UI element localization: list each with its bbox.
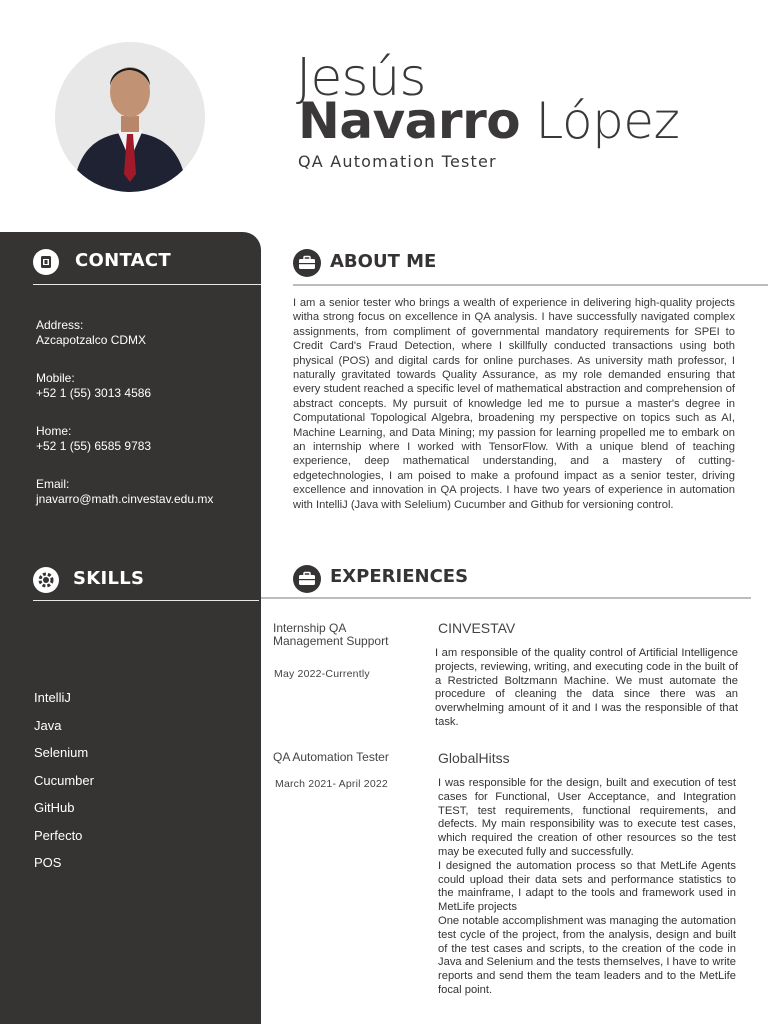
skills-list bbox=[34, 690, 94, 883]
contact-home bbox=[36, 424, 151, 454]
home-value: +52 1 (55) 6585 9783 bbox=[36, 439, 152, 453]
contact-address bbox=[36, 318, 146, 348]
address-label: Address: bbox=[36, 318, 84, 332]
first-name: Jesús bbox=[296, 48, 426, 108]
briefcase-icon bbox=[293, 565, 321, 593]
experience-paragraph: I designed the automation process so that MetLife Agents could upload their data sets and performance statistics to the mainframe, I adapt to the tools and framework used in MetLife projects bbox=[438, 859, 736, 914]
experience-description bbox=[438, 777, 736, 998]
skills-heading: SKILLS bbox=[73, 568, 145, 589]
gear-icon bbox=[33, 567, 59, 593]
address-value: Azcapotzalco CDMX bbox=[36, 333, 147, 347]
contact-heading: CONTACT bbox=[75, 250, 171, 271]
skill-item: Cucumber bbox=[34, 772, 94, 788]
experiences-heading: EXPERIENCES bbox=[330, 566, 469, 587]
about-heading: ABOUT ME bbox=[330, 251, 437, 272]
last-name-bold: Navarro bbox=[298, 92, 521, 150]
home-label: Home: bbox=[36, 424, 72, 438]
sidebar bbox=[0, 232, 261, 1024]
experience-date: March 2021- April 2022 bbox=[275, 778, 388, 790]
contact-email bbox=[36, 477, 213, 507]
person-photo-illustration bbox=[55, 42, 205, 192]
skill-item: GitHub bbox=[34, 800, 75, 815]
experience-paragraph: I was responsible for the design, built and execution of test cases for Functional, User Acceptance, and Integration TEST, test requirements, functional requirements, and defects. My main responsibility was to execute test cases, which required the creation of other resources so the test may be executed fully and successfully. bbox=[438, 777, 736, 858]
phone-book-icon bbox=[33, 249, 59, 275]
experience-paragraph: One notable accomplishment was managing the automation test cycle of the project, from the analysis, design and built of the test cases and scripts, to the creation of the code in Java and Selenium and the tests themselves, I have to write reports and send them the team leaders and to the MetLife focal point. bbox=[438, 914, 736, 996]
about-text: I am a senior tester who brings a wealth of experience in delivering high-quality projects witha strong focus on excellence in QA analysis. I have successfully navigated complex assignments, from compliment of governmental mandatory requirements for SPEI to Credit Card's Fraud Detection, where I skillfully conducted transactions using both physical (POS) and digital cards for online purchases. As university math professor, I naturally gravitated towards Quality Assurance, as my role demanded ensuring that every student reached a specific level of mathematical abstraction and comprehension of abstract concepts. My pursuit of knowledge led me to pursue a master's degree in Computational Topological Algebra, broadening my perspective on topics such as AI, Machine Learning, and Data Mining; my passion for learning propelled me to embark on an internship where I worked with TensorFlow. With a unique blend of teaching experience, deep mathematical understanding, and a mastery of cutting-edgetechnologies, I am poised to make a profound impact as a senior tester, driving excellence and innovation in QA projects. I have two years of experience in automation with IntelliJ (Java with Selelium) Cucumber and Github for versioning control. bbox=[293, 297, 735, 511]
experiences-divider bbox=[261, 597, 751, 599]
job-title: QA Automation Tester bbox=[298, 152, 497, 171]
contact-divider bbox=[33, 284, 261, 285]
experience-company: CINVESTAV bbox=[438, 620, 516, 636]
mobile-value: +52 1 (55) 3013 4586 bbox=[36, 386, 152, 400]
experience-paragraph: I am responsible of the quality control of Artificial Intelligence projects, reviewing, writing, and executing code in the built of a Restricted Boltzmann Machine. We must automate the procedure of cleaning the data since there was an overwhelming amount of it and I was the responsible of that task. bbox=[435, 647, 738, 728]
experience-date: May 2022-Currently bbox=[274, 668, 370, 680]
briefcase-icon bbox=[293, 249, 321, 277]
email-label: Email: bbox=[36, 477, 70, 491]
skill-item: IntelliJ bbox=[34, 690, 71, 705]
skill-item: Selenium bbox=[34, 745, 89, 760]
last-name-light: López bbox=[535, 92, 680, 150]
profile-photo bbox=[55, 42, 205, 192]
contact-mobile bbox=[36, 371, 151, 401]
experience-company: GlobalHitss bbox=[438, 750, 510, 766]
experience-role: QA Automation Tester bbox=[273, 750, 389, 764]
skill-item: Java bbox=[34, 717, 62, 733]
skills-divider bbox=[33, 600, 259, 601]
about-divider bbox=[293, 284, 768, 286]
experience-role: Internship QA Management Support bbox=[273, 621, 389, 648]
last-name bbox=[298, 92, 680, 150]
skill-item: Perfecto bbox=[34, 827, 83, 843]
email-value[interactable]: jnavarro@math.cinvestav.edu.mx bbox=[36, 492, 214, 506]
skill-item: POS bbox=[34, 855, 62, 870]
experience-description bbox=[435, 647, 738, 730]
mobile-label: Mobile: bbox=[36, 371, 75, 385]
